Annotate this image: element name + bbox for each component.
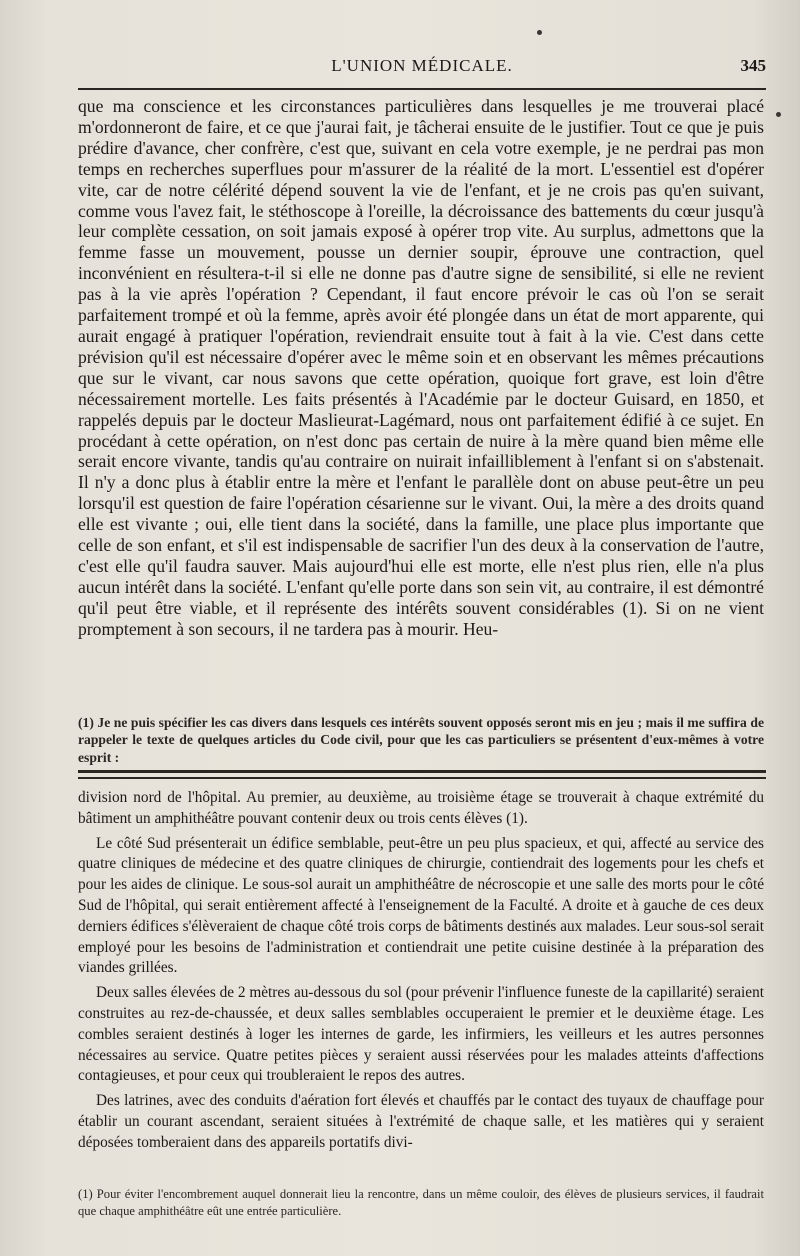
footnote-upper-text: (1) Je ne puis spécifier les cas divers dans lesquels ces intérêts souvent opposés seront mis en jeu ; mais il me suffira de rappeler le texte de quelques articles du Code civil, pour que les cas particuliers se présentent d'eux-mêmes à votre esprit : xyxy=(78,715,764,765)
page-number: 345 xyxy=(740,56,766,75)
lower-paragraph-2: Le côté Sud présenterait un édifice semblable, peut-être un peu plus spacieux, et qui, affecté au service des quatre cliniques de médecine et des quatre cliniques de chirurgie, contiendrait des logements pour les chefs et pour les aides de clinique. Le sous-sol aurait un amphithéâtre de nécroscopie et une salle des morts pour le côté Sud de l'hôpital, qui serait entièrement affecté à l'enseignement de la Faculté. A droite et à gauche de ces deux derniers édifices s'élèveraient de chaque côté trois corps de bâtiments destinés aux malades. Leur sous-sol serait employé pour les besoins de l'administration et contiendrait une petite cuisine destinée à la préparation des viandes grillées. xyxy=(78,834,764,977)
header-rule xyxy=(78,88,766,90)
lower-paragraph-1: division nord de l'hôpital. Au premier, au deuxième, au troisième étage se trouverait à chaque extrémité du bâtiment un amphithéâtre pouvant contenir deux ou trois cents élèves (1). xyxy=(78,789,764,827)
footnote-lower-text: (1) Pour éviter l'encombrement auquel donnerait lieu la rencontre, dans un même couloir, des élèves de plusieurs services, il faudrait que chaque amphithéâtre eût une entrée particulière. xyxy=(78,1187,764,1218)
running-header xyxy=(78,54,766,80)
section-rule-thin xyxy=(78,777,766,779)
ink-speck xyxy=(776,112,781,117)
footnote-lower xyxy=(78,1186,764,1220)
ink-speck xyxy=(537,30,542,35)
footnote-upper xyxy=(78,714,764,766)
lower-article xyxy=(78,788,764,1158)
main-body xyxy=(78,96,764,640)
lower-paragraph-4: Des latrines, avec des conduits d'aération fort élevés et chauffés par le contact des tuyaux de chauffage pour établir un courant ascendant, seraient situées à l'extrémité de chaque salle, et les matières qui y seraient déposées tomberaient dans des appareils portatifs divi- xyxy=(78,1092,764,1151)
main-paragraph: que ma conscience et les circonstances particulières dans lesquelles je me trouverai placé m'ordonneront de faire, et ce que j'aurai fait, je tâcherai ensuite de le justifier. Tout ce que je puis prédire d'avance, cher confrère, c'est que, suivant en cela votre exemple, je ne perdrai pas mon temps en recherches superflues pour m'assurer de la réalité de la mort. L'essentiel est d'opérer vite, car de notre célérité dépend souvent la vie de l'enfant, et je ne crois pas qu'en suivant, comme vous l'avez fait, le stéthoscope à l'oreille, la décroissance des battements du cœur jusqu'à leur complète cessation, on soit jamais exposé à opérer trop vite. Au surplus, admettons que la femme fasse un mouvement, pousse un dernier soupir, éprouve une contraction, quel inconvénient en résultera-t-il si elle ne donne pas d'autre signe de sensibilité, si elle ne revient pas à la vie après l'opération ? Cependant, il faut encore prévoir le cas où l'on se serait parfaitement trompé et où la femme, après avoir été plongée dans un état de mort apparente, qui aurait engagé à pratiquer l'opération, reviendrait ensuite tout à fait à la vie. C'est dans cette prévision qu'il est nécessaire d'opérer avec le même soin et en observant les mêmes précautions que sur le vivant, car nous savons que cette opération, quoique fort grave, est loin d'être nécessairement mortelle. Les faits présentés à l'Académie par le docteur Guisard, en 1850, et rappelés depuis par le docteur Maslieurat-Lagémard, nous ont parfaitement édifié à ce sujet. En procédant à cette opération, on n'est donc pas certain de nuire à la mère quand bien même elle serait encore vivante, tandis qu'au contraire on nuirait infailliblement à l'enfant si on s'abstenait. Il n'y a donc plus à établir entre la mère et l'enfant le parallèle dont on abuse peut-être un peu lorsqu'il est question de faire l'opération césarienne sur le vivant. Oui, la mère a des droits quand elle est vivante ; oui, elle tient dans la société, dans la famille, une place plus importante que celle de son enfant, et s'il est indispensable de sacrifier l'un des deux à la conservation de l'autre, c'est elle qu'il faudra sauver. Mais aujourd'hui elle est morte, elle n'est plus rien, elle n'a plus aucun intérêt dans la société. L'enfant qu'elle porte dans son sein vit, au contraire, il est démontré qu'il peut être viable, et il représente des intérêts souvent considérables (1). Si on ne vient promptement à son secours, il ne tardera pas à mourir. Heu- xyxy=(78,96,764,639)
lower-paragraph-3: Deux salles élevées de 2 mètres au-dessous du sol (pour prévenir l'influence funeste de la capillarité) seraient construites au rez-de-chaussée, et deux salles semblables occuperaient le premier et le deuxième étage. Les combles seraient destinés à loger les internes de garde, les infirmiers, les veilleurs et les autres personnes nécessaires au service. Quatre petites pièces y seraient aussi réservées pour les malades atteints d'affections contagieuses, et pour ceux qui troubleraient le repos des autres. xyxy=(78,984,764,1085)
journal-title: L'UNION MÉDICALE. xyxy=(331,56,513,75)
section-rule-thick xyxy=(78,770,766,773)
